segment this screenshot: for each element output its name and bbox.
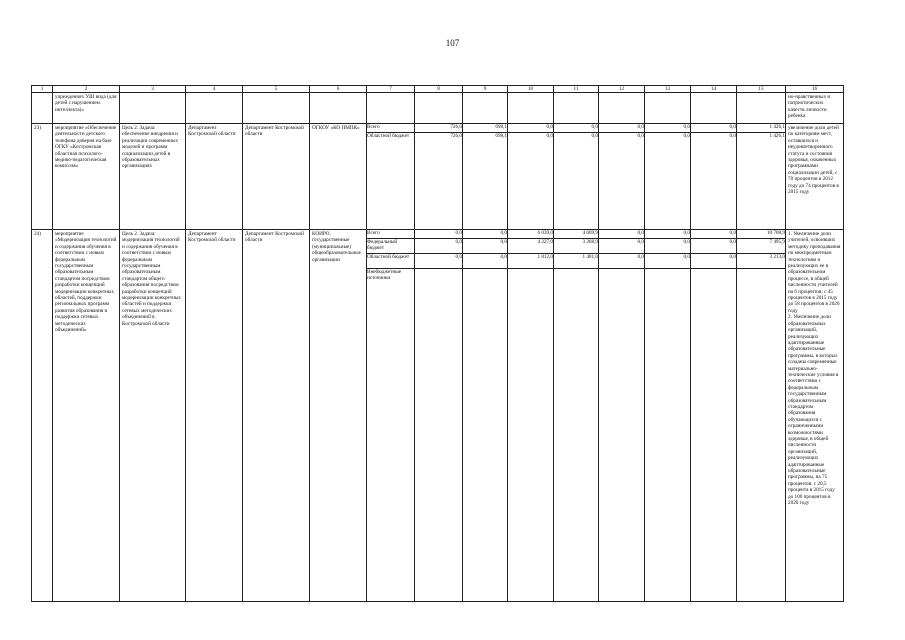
header-cell: 4: [186, 86, 243, 93]
value-cell: 10 708,9: [737, 230, 786, 239]
coordinator: Департамент Костромской области: [243, 230, 310, 602]
value-cell: 0,0: [415, 254, 463, 269]
value-cell: 0,0: [683, 133, 690, 139]
value-cell: 0,0: [415, 230, 463, 239]
header-cell: 3: [120, 86, 186, 93]
value-cell: 1 426,1: [737, 124, 786, 133]
header-cell: 16: [786, 86, 844, 93]
value-cell: 0,0: [463, 239, 508, 254]
table-row-23: [32, 124, 844, 230]
funding-sources: [367, 124, 415, 230]
value-cell: 4 227,0: [508, 239, 554, 254]
coordinator: Департамент Костромской области: [243, 124, 310, 230]
responsible: Департамент Костромской области: [186, 230, 243, 602]
value-cell: 0,0: [599, 230, 645, 239]
activity-name: мероприятие «Модернизация технологий и содержания обучения в соответствии с новым федеральным государственным образовательным стандартом посредством разработки концепций модернизации конкретных областей, поддержки региональных программ развития образования и поддержки сетевых методических объединений»: [53, 230, 120, 602]
value-cell: 3 268,9: [554, 239, 599, 254]
value-cell: [463, 269, 508, 270]
value-cell: 3 213,0: [737, 254, 786, 269]
header-cell: 5: [243, 86, 310, 93]
value-cell: 6 039,0: [508, 230, 554, 239]
value-cell: 0,0: [645, 124, 691, 133]
value-cell: 0,0: [546, 133, 553, 139]
executor: ОГКОУ «КО ПМПК»: [310, 124, 367, 230]
row-number: 23): [32, 124, 53, 230]
header-cell: 1: [32, 86, 53, 93]
funding-sources: [367, 230, 415, 602]
expected-result: 1. Увеличение доли учителей, освоивших методику преподавания по межпредметным технологиям и реализующих ее в образовательном процессе, в общей численности учителей на 6 процентов: с 45 процентов в 2015 году до 58 процентов в 2020 году 2. Увеличение доли образовательных организаций, реализующих адаптированные образовательные программы, в которых созданы современные материально-технические условия в соответствии с федеральным государственным образовательным стандартом образования обучающихся с ограниченными возможностями здоровья, в общей численности организаций, реализующих адаптированные образовательные программы, на 75 процентов: с 20,5 процента в 2015 году до 100 процентов в 2020 году: [786, 230, 844, 602]
header-cell: 15: [737, 86, 786, 93]
value-cell: 1 401,0: [554, 254, 599, 269]
value-cell: [645, 269, 691, 270]
header-cell: 10: [508, 86, 554, 93]
header-row: [32, 86, 844, 93]
header-cell: 11: [554, 86, 599, 93]
value-cell: 0,0: [591, 133, 598, 139]
program-table: [31, 85, 844, 602]
row-number: 24): [32, 230, 53, 602]
cont-result: но-нравственных и патриотических качеств личности ребенка: [786, 93, 844, 124]
table-row-continuation: [32, 93, 844, 124]
value-cell: [691, 269, 737, 270]
header-cell: 2: [53, 86, 120, 93]
header-cell: 9: [463, 86, 508, 93]
value-cell: 0,0: [599, 124, 645, 133]
header-cell: 8: [415, 86, 463, 93]
value-cell: [415, 269, 463, 270]
value-cell: 0,0: [691, 124, 737, 133]
value-cell: 0,0: [691, 239, 737, 254]
value-cell: 726,0: [415, 124, 463, 133]
expected-result: увеличение доли детей по категориям мест, оставшихся и неудовлетворенного статуса и состояния здоровья, охваченных программами социализации детей, с 70 процентов в 2012 году до 74 процентов в 2015 году: [786, 124, 844, 230]
source-label: Областной бюджет: [367, 254, 415, 269]
source-label: Федеральный бюджет: [367, 239, 415, 254]
value-cell: 698,1: [463, 124, 508, 133]
header-cell: 13: [645, 86, 691, 93]
value-cell: [737, 269, 786, 270]
value-cell: 0,0: [691, 254, 737, 269]
executor: КОИРО, государственные (муниципальные) общеобразовательные организации: [310, 230, 367, 602]
header-cell: 14: [691, 86, 737, 93]
value-cell: 4 669,9: [554, 230, 599, 239]
value-cell: 0,0: [415, 239, 463, 254]
activity-name: мероприятие «Обеспечение деятельности детского телефона доверия на базе ОГКУ «Костромская областная психолого-медико-педагогическая комиссия»: [53, 124, 120, 230]
value-cell: [554, 269, 599, 270]
header-cell: 6: [310, 86, 367, 93]
responsible: Департамент Костромской области: [186, 124, 243, 230]
page-number: 107: [445, 38, 460, 48]
value-cell: 698,1: [495, 133, 507, 139]
value-cell: 0,0: [599, 254, 645, 269]
value-cell: 0,0: [729, 133, 736, 139]
header-cell: 12: [599, 86, 645, 93]
table-row-24: [32, 230, 844, 602]
cont-activity: учреждениях УШ вида (для детей с нарушением интеллекта)»: [53, 93, 120, 124]
value-cell: 0,0: [599, 239, 645, 254]
value-cell: [599, 269, 645, 270]
value-cell: 0,0: [508, 124, 554, 133]
header-cell: 7: [367, 86, 415, 93]
goal-task: Цель 2. Задача: модернизация технологий и содержания обучения в соответствии с новым федеральным государственным образовательным стандартом общего образования посредством разработки концепций модернизации конкретных областей и поддержки сетевых методических объединений в Костромской области: [120, 230, 186, 602]
value-cell: 0,0: [554, 124, 599, 133]
value-cell: 0,0: [637, 133, 644, 139]
value-cell: 0,0: [691, 230, 737, 239]
value-cell: 0,0: [463, 230, 508, 239]
value-cell: 726,0: [450, 133, 462, 139]
source-label: Внебюджетные источники: [367, 269, 402, 282]
value-cell: 1 426,1: [769, 133, 785, 139]
value-cell: 7 495,9: [737, 239, 786, 254]
value-cell: [508, 269, 554, 270]
value-cell: 0,0: [645, 239, 691, 254]
value-cell: 1 812,0: [508, 254, 554, 269]
source-label: Всего: [367, 124, 415, 133]
value-cell: 0,0: [645, 230, 691, 239]
goal-task: Цель 2. Задача: обеспечение внедрения и реализации современных моделей и программ социализации детей в образовательных организациях: [120, 124, 186, 230]
source-label: Областной бюджет: [367, 133, 410, 139]
value-cell: 0,0: [645, 254, 691, 269]
value-cell: 0,0: [463, 254, 508, 269]
source-label: Всего: [367, 230, 415, 239]
